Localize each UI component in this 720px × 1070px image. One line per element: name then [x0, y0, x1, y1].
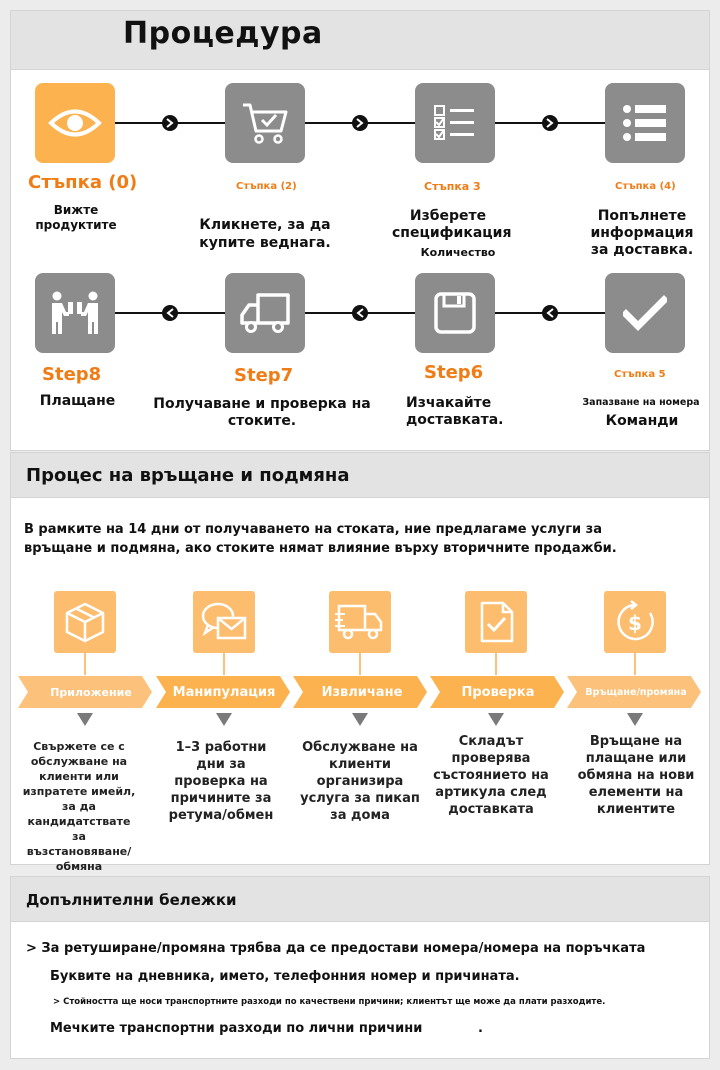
- step-5-subtext: Запазване на номера: [582, 397, 700, 408]
- truck-icon: [238, 291, 292, 335]
- note-line-1: > За ретуширане/промяна трябва да се предостави номера/номера на поръчката: [26, 941, 646, 956]
- step-2-label: Стъпка (2): [236, 181, 297, 192]
- eye-icon: [48, 106, 102, 140]
- checklist-icon: [433, 103, 477, 143]
- note-line-3: > Стойността ще носи транспортните разходи по качествени причини; клиентът ще може да плати разходите.: [53, 997, 606, 1007]
- save-icon: [433, 291, 477, 335]
- stage-3-label: Извличане: [321, 684, 403, 700]
- step-3-icon-box: [415, 83, 495, 163]
- stage-4-stem: [495, 653, 497, 675]
- step-5-text: Команди: [605, 413, 679, 429]
- step-6-label: Step6: [424, 362, 484, 383]
- step-2-icon-box: [225, 83, 305, 163]
- stage-2-text: 1–3 работни дни за проверка на причините за ретума/обмен: [168, 740, 274, 823]
- stage-3-icon-box: [329, 591, 391, 653]
- stage-2-stem: [223, 653, 225, 675]
- stage-5-stem: [634, 653, 636, 675]
- step-7-text: Получаване и проверка на стоките.: [153, 396, 371, 429]
- step-2-text: Кликнете, за да купите веднага.: [199, 217, 331, 251]
- list-icon: [622, 103, 668, 143]
- returns-intro-line2: връщане и подмяна, ако стоките нямат влияние върху вторичните продажби.: [24, 541, 617, 556]
- note-line-4-end: .: [478, 1021, 483, 1036]
- document-check-icon: [476, 600, 516, 644]
- step-1-icon-box: [35, 83, 115, 163]
- stage-5-label: Връщане/промяна: [585, 686, 687, 698]
- step-8-icon-box: [35, 273, 115, 353]
- step-6-icon-box: [415, 273, 495, 353]
- arrow-left-icon: [161, 304, 179, 322]
- stage-5-text: Връщане на плащане или обмяна на нови елементи на клиентите: [577, 734, 695, 817]
- check-icon: [623, 295, 667, 331]
- arrow-right-icon: [541, 114, 559, 132]
- arrow-left-icon: [541, 304, 559, 322]
- step-7-label: Step7: [234, 365, 294, 386]
- stage-1-stem: [84, 653, 86, 675]
- arrow-right-icon: [161, 114, 179, 132]
- step-5-label: Стъпка 5: [614, 369, 666, 380]
- procedure-title: Процедура: [123, 16, 323, 51]
- note-line-4: Мечките транспортни разходи по лични причини: [50, 1021, 423, 1036]
- step-4-label: Стъпка (4): [615, 181, 676, 192]
- step-8-text: Плащане: [39, 393, 116, 409]
- stage-4-arrow-down-icon: [488, 713, 504, 726]
- step-4-text: Попълнете информация за доставка.: [590, 208, 694, 258]
- cart-icon: [241, 101, 289, 145]
- stage-4-text: Складът проверява състоянието на артикула след доставката: [433, 734, 549, 817]
- step-8-label: Step8: [42, 364, 102, 385]
- notes-title: Допълнителни бележки: [26, 891, 237, 909]
- stage-1-icon-box: [54, 591, 116, 653]
- stage-4-label: Проверка: [461, 684, 535, 700]
- step-4-icon-box: [605, 83, 685, 163]
- note-line-2: Буквите на дневника, името, телефонния номер и причината.: [50, 969, 520, 984]
- box-icon: [63, 600, 107, 644]
- step-1-label: Стъпка (0): [28, 172, 138, 193]
- stage-1-text: Свържете се с обслужване на клиенти или изпратете имейл, за да кандидатствате за възстановяване/ обмяна: [22, 740, 136, 873]
- svg-text:$: $: [628, 611, 642, 635]
- chat-mail-icon: [200, 600, 248, 644]
- stage-2-label: Манипулация: [172, 684, 276, 700]
- procedure-header: [10, 10, 710, 70]
- stage-3-stem: [359, 653, 361, 675]
- stage-3-arrow-down-icon: [352, 713, 368, 726]
- returns-title: Процес на връщане и подмяна: [26, 465, 350, 486]
- arrow-left-icon: [351, 304, 369, 322]
- stage-4-icon-box: [465, 591, 527, 653]
- truck-icon: [335, 602, 385, 642]
- delivery-handoff-icon: [49, 290, 101, 336]
- refund-icon: [612, 599, 658, 645]
- step-1-text: Вижте продуктите: [35, 203, 117, 232]
- stage-1-arrow-down-icon: [77, 713, 93, 726]
- step-5-icon-box: [605, 273, 685, 353]
- stage-3-text: Обслужване на клиенти организира услуга за пикап за дома: [300, 740, 420, 823]
- step-3-subtext: Количество: [420, 246, 496, 259]
- arrow-right-icon: [351, 114, 369, 132]
- stage-2-icon-box: [193, 591, 255, 653]
- stage-2-arrow-down-icon: [216, 713, 232, 726]
- step-7-icon-box: [225, 273, 305, 353]
- step-6-text: Изчакайте доставката.: [406, 395, 504, 428]
- stage-1-label: Приложение: [50, 685, 132, 699]
- step-3-label: Стъпка 3: [424, 180, 481, 193]
- returns-intro-line1: В рамките на 14 дни от получаването на стоката, ние предлагаме услуги за: [24, 522, 602, 537]
- step-3-text: Изберете спецификация: [392, 208, 512, 241]
- stage-5-arrow-down-icon: [627, 713, 643, 726]
- stage-5-icon-box: [604, 591, 666, 653]
